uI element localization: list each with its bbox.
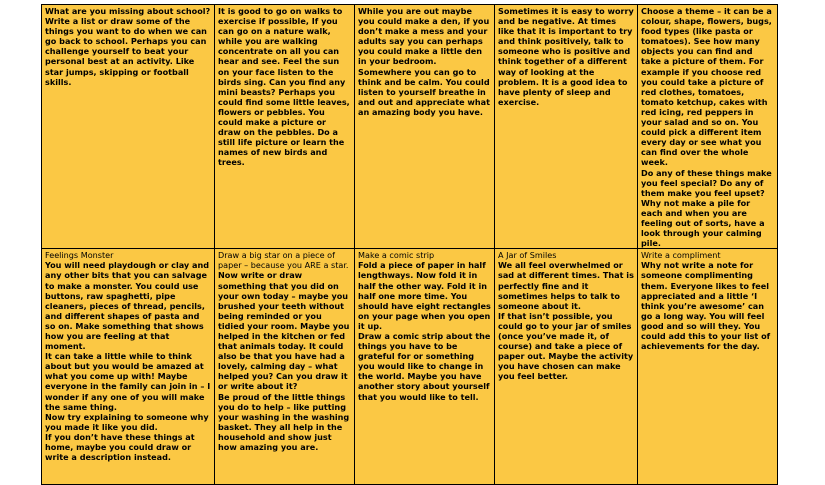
cell-heading: Write a compliment: [641, 250, 721, 261]
grid-row-1: [42, 5, 778, 249]
cell-body: Fold a piece of paper in half lengthways. Now fold it in half the other way. Fold it in half one more time. You should have eight rectangles on your page when you open it up. Draw a comic strip about the things you have to be grateful for or something you would like to change in the world. Maybe you have another story about yourself that you would like to tell.: [358, 260, 491, 402]
cell-body: Choose a theme – it can be a colour, shape, flowers, bugs, food types (like pasta or tomatoes). See how many objects you can find and take a picture of them. For example if you choose red you could take a picture of red clothes, tomatoes, tomato ketchup, cakes with red icing, red peppers in your salad and so on. You could pick a different item every day or see what you can find over the whole week. Do any of these things make you feel special? Do any of them make you feel upset? Why not make a pile for each and when you are feeling out of sorts, have a look through your calming pile.: [641, 6, 772, 249]
activity-cell-missing-school: [42, 5, 215, 249]
cell-body: We all feel overwhelmed or sad at different times. That is perfectly fine and it sometimes helps to talk to someone about it. If that isn’t possible, you could go to your jar of smiles (once you’ve made it, of course) and take a piece of paper out. Maybe the activity you have chosen can make you feel better.: [498, 260, 634, 382]
cell-body: It is good to go on walks to exercise if possible, If you can go on a nature walk, while you are walking concentrate on all you can hear and see. Feel the sun on your face listen to the birds sing. Can you find any mini beasts? Perhaps you could find some little leaves, flowers or pebbles. You could make a picture or draw on the pebbles. Do a still life picture or learn the names of new birds and trees.: [218, 6, 350, 168]
activity-cell-make-den: [355, 5, 495, 249]
grid-row-2: [42, 249, 778, 485]
activity-cell-write-compliment: [638, 249, 778, 485]
activity-cell-comic-strip: [355, 249, 495, 485]
cell-heading: Feelings Monster: [45, 250, 114, 261]
cell-heading: Draw a big star on a piece of paper – because you ARE a star.: [218, 250, 349, 271]
activity-grid: [41, 4, 778, 485]
activity-cell-big-star: [215, 249, 355, 485]
cell-body: While you are out maybe you could make a den, if you don’t make a mess and your adults say you can perhaps you could make a little den in your bedroom. Somewhere you can go to think and be calm. You could listen to yourself breathe in and out and appreciate what an amazing body you have.: [358, 6, 490, 117]
activity-cell-feelings-monster: [42, 249, 215, 485]
cell-body: You will need playdough or clay and any other bits that you can salvage to make a monster. You could use buttons, raw spaghetti, pipe cleaners, pieces of thread, pencils, and different shapes of pasta and so on. Make something that shows how you are feeling at that moment. It can take a little while to think about but you would be amazed at what you come up with! Maybe everyone in the family can join in – I wonder if any one of you will make the same thing. Now try explaining to someone why you made it like you did. If you don’t have these things at home, maybe you could draw or write a description instead.: [45, 260, 211, 463]
cell-body: Why not write a note for someone complimenting them. Everyone likes to feel appreciated and a little ‘I think you’re awesome’ can go a long way. You will feel good and so will they. You could add this to your list of achievements for the day.: [641, 260, 771, 352]
cell-body: Sometimes it is easy to worry and be negative. At times like that it is important to try and think positively, talk to someone who is positive and think together of a different way of looking at the problem. It is a good idea to have plenty of sleep and exercise.: [498, 6, 634, 107]
activity-cell-think-positively: [495, 5, 638, 249]
cell-heading: Make a comic strip: [358, 250, 435, 261]
activity-cell-jar-of-smiles: [495, 249, 638, 485]
cell-body: Now write or draw something that you did on your own today – maybe you brushed your teeth without being reminded or you tidied your room. Maybe you helped in the kitchen or fed that animals today. It could also be that you have had a lovely, calming day – what helped you? Can you draw it or write about it? Be proud of the little things you do to help – like putting your washing in the washing basket. They all help in the household and show just how amazing you are.: [218, 270, 350, 453]
activity-cell-choose-theme: [638, 5, 778, 249]
activity-cell-nature-walk: [215, 5, 355, 249]
cell-body: What are you missing about school? Write a list or draw some of the things you want to do when we can go back to school. Perhaps you can challenge yourself to beat your personal best at an activity. Like star jumps, skipping or football skills.: [45, 6, 211, 87]
cell-heading: A Jar of Smiles: [498, 250, 557, 261]
